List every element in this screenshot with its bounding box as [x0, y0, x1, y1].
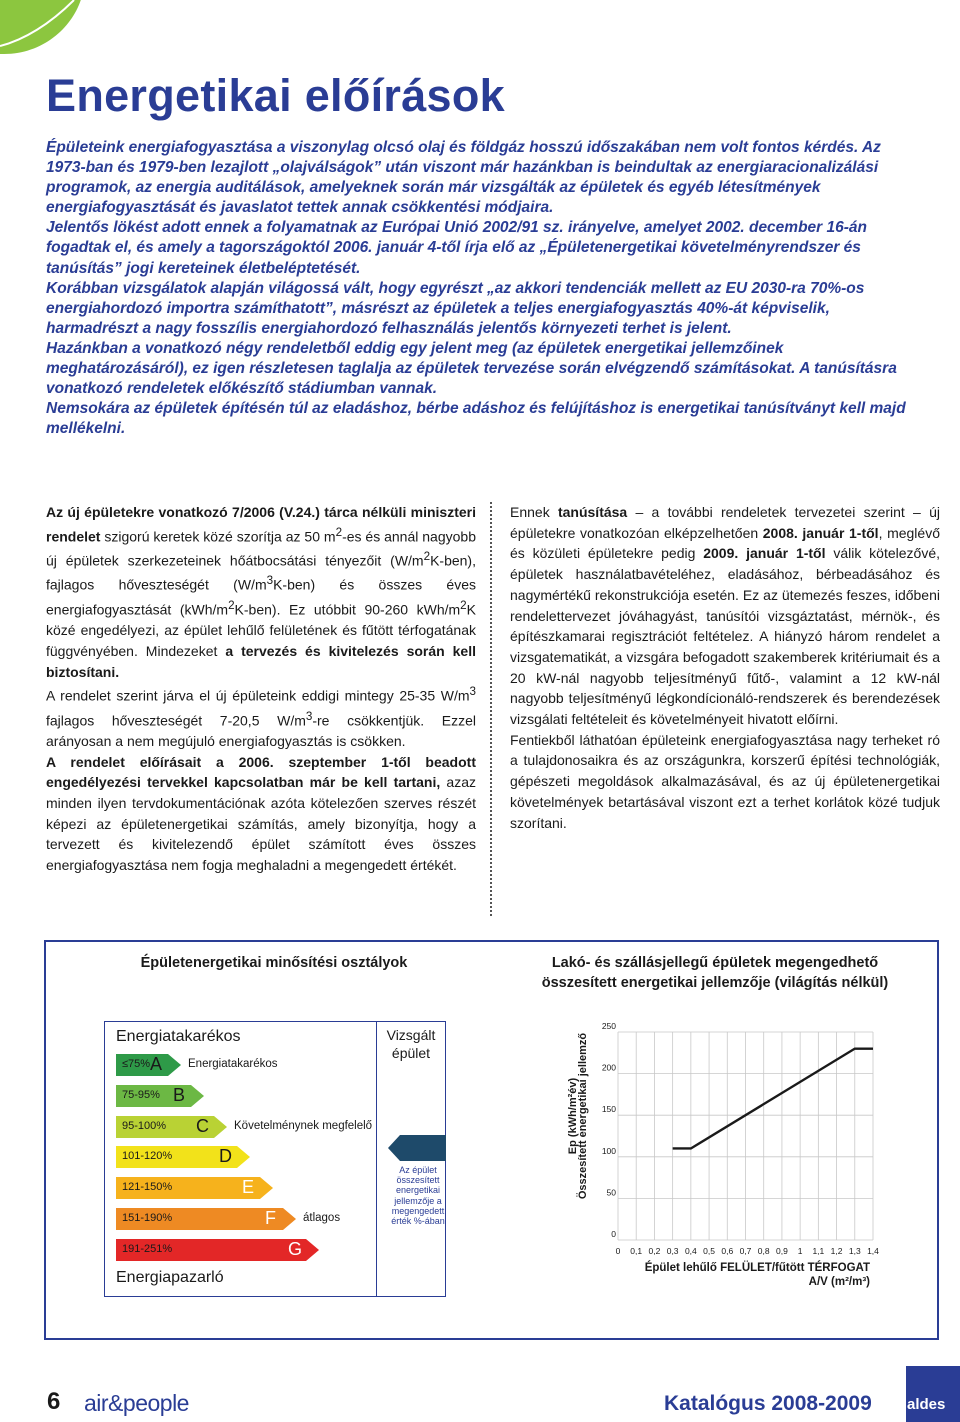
energy-class-letter: A — [150, 1054, 163, 1074]
energy-class-bar — [116, 1146, 251, 1168]
energy-saving-label: Energiatakarékos — [116, 1028, 241, 1045]
energy-class-range: 75-95% — [122, 1088, 160, 1101]
x-tick-label: 0,5 — [703, 1246, 715, 1256]
energy-class-letter: D — [219, 1146, 232, 1167]
superscript: 2 — [460, 598, 467, 612]
y-tick-label: 150 — [601, 1104, 616, 1115]
energy-class-range: 95-100% — [122, 1119, 167, 1132]
x-tick-label: 1,2 — [830, 1246, 843, 1256]
chart-title-line-1: Lakó- és szállásjellegű épületek megengedhető — [551, 955, 879, 971]
x-axis-title-line-2: A/V (m²/m³) — [808, 1276, 870, 1288]
y-tick-label: 0 — [611, 1229, 616, 1239]
right-paragraph-2: Fentiekből láthatóan épületeink energiafogyasztása nagy terheket ró a tulajdonosaikra és az országunkra, korszerű építési technológiák, gépészeti megoldások alkalmazásával, és az új épületenergetikai követelmények betartásával viszont ezt a terhet korlátok közé tudjuk szorítani. — [510, 731, 940, 831]
y-tick-label: 200 — [601, 1062, 616, 1073]
text-run: – a további rendeletek tervezetei szerint – új épületekre vonatkozóan elképzelhetően — [510, 504, 941, 541]
text-run: K-ben), fajlagos hőveszteségét (W/m — [46, 552, 476, 594]
energy-wasting-label: Energiapazarló — [116, 1269, 224, 1286]
energy-class-bar — [116, 1116, 228, 1138]
energy-class-letter: E — [242, 1177, 255, 1198]
measured-building-title: Vizsgált épület — [386, 1027, 436, 1061]
intro-paragraph: Hazánkban a vonatkozó négy rendeletből eddig egy jelent meg (az épületek energetikai jellemzőinek meghatározásáról), ez igen részletesen taglalja az épületek tervezése során elvégzendő számításokat. A tanúsításra vonatkozó rendeletek előkészítő stádiumban vannak. — [46, 339, 897, 398]
superscript: 2 — [423, 550, 431, 564]
energy-class-letter: F — [265, 1208, 276, 1228]
y-tick-label: 250 — [601, 1021, 616, 1031]
line-chart — [560, 1015, 890, 1263]
intro-paragraph: Épületeink energiafogyasztása a viszonylag olcsó olaj és földgáz hosszú időszakában nem volt fontos kérdés. Az 1973-ban és 1979-ben lezajlott „olajválságok” után viszont már hazánkban is beindultak az energiaracionalizálási programok, az energia auditálások, amelyeknek során már vizsgálták az épületek és egyéb létesítmények energiafogyasztását és javaslatot tettek annak csökkentési módjaira. — [46, 139, 881, 217]
x-tick-label: 0,1 — [630, 1246, 643, 1256]
energy-class-bar — [116, 1239, 320, 1261]
right-paragraph-1 — [510, 502, 940, 730]
energy-class-bar — [116, 1208, 297, 1230]
text-run: , meglévő és közületi épületekre pedig — [510, 524, 940, 562]
text-run-bold: 2008. január 1-től — [762, 524, 879, 541]
text-run: K-ben) és összes éves energiafogyasztását (kWh/m — [46, 577, 476, 618]
regulation-title: Az új épületekre vonatkozó 7/2006 (V.24.) tárca nélküli miniszteri rendelet — [46, 504, 476, 545]
text-run: K közé engedélyezi, az épület lehűlő felületének és fűtött térfogatának függvényében. Mindezeket — [46, 601, 476, 659]
energy-class-range: 121-150% — [122, 1181, 173, 1194]
energy-class-note: átlagos — [303, 1212, 341, 1224]
energy-class-bar — [116, 1177, 274, 1199]
energy-class-bar — [116, 1054, 182, 1076]
classes-title: Épületenergetikai minősítési osztályok — [140, 955, 408, 971]
chart-title — [520, 953, 910, 993]
superscript: 2 — [335, 525, 343, 539]
left-paragraph-2 — [46, 682, 476, 751]
text-run-bold: tanúsítása — [557, 504, 628, 520]
chart-title-line-2: összesített energetikai jellemzője (világítás nélkül) — [541, 975, 889, 991]
superscript: 3 — [266, 574, 274, 588]
superscript: 3 — [305, 709, 313, 723]
brand-name: air&people — [84, 1390, 189, 1416]
text-run: -re csökkentjük. Ezzel arányosan a nem megújuló energiafogyasztás is csökken. — [46, 712, 476, 749]
energy-class-range: ≤75% — [122, 1058, 151, 1070]
x-tick-label: 1,1 — [812, 1246, 825, 1256]
x-tick-label: 0,4 — [684, 1246, 697, 1256]
right-column — [510, 502, 940, 833]
x-tick-label: 0,9 — [776, 1246, 788, 1256]
energy-class-note: Energiatakarékos — [188, 1058, 278, 1070]
text-run: válik kötelezővé, épületek használatbavételéhez, eladásához, bérbeadásához és nagymértékű rekonstrukciója esetén. Ez az ütemezés feszes, időbeni rendelettervezet jóváhagyást, tanúsítói vizsgáztatást, mérnök-, és építészkamarai regisztrációt feltételez. A hiányzó három rendelet a vizsgatematikát, a vizsgára befogadott szakemberek kritériumait és a 20 kW-nál nagyobb teljesítményű fűtő-, valamint a 12 kW-nál nagyobb teljesítményű légkondícionáló-rendszerek és berendezések vizsgálati feltételeit és követelményeit hivatott előírni. — [510, 545, 940, 728]
x-tick-label: 0 — [615, 1246, 621, 1256]
x-tick-label: 0,6 — [721, 1246, 734, 1256]
x-tick-label: 0,7 — [739, 1246, 752, 1256]
aldes-logo — [906, 1366, 960, 1422]
y-axis-title-1: Összesített energetikai jellemző — [577, 1032, 590, 1200]
superscript: 3 — [469, 685, 476, 699]
text-run-bold: 2009. január 1-től — [703, 545, 826, 562]
measured-building-note: Az épület összesített energetikai jellemzője a megengedett érték %-ában — [391, 1165, 445, 1227]
energy-class-bar — [116, 1085, 205, 1107]
leaf-decoration — [0, 0, 84, 58]
text-run-bold: A rendelet előírásait a 2006. szeptember 1-től beadott engedélyezési tervekkel kapcsolatban már be kell tartani, — [46, 753, 476, 791]
intro-text — [46, 138, 916, 439]
text-run: Ennek — [510, 504, 558, 520]
x-axis-title-line-1: Épület lehűlő FELÜLET/fűtött TÉRFOGAT — [644, 1262, 870, 1274]
text-run: fajlagos hőveszteségét 7-20,5 W/m — [46, 712, 306, 729]
energy-class-range: 191-251% — [122, 1242, 173, 1255]
y-axis-title-2: Ep (kWh/m²év) — [567, 1077, 580, 1155]
left-paragraph-1 — [46, 502, 476, 682]
text-run: A rendelet szerint járva el új épületeink eddigi mintegy 25-35 W/m — [46, 687, 470, 704]
x-tick-label: 1,4 — [867, 1246, 879, 1256]
x-axis-title — [600, 1261, 870, 1289]
energy-class-letter: B — [173, 1084, 186, 1105]
aldes-logo-text: aldes — [907, 1396, 946, 1413]
catalog-title: Katalógus 2008-2009 — [664, 1392, 872, 1415]
left-column — [46, 502, 476, 876]
x-tick-label: 1 — [797, 1246, 803, 1256]
text-run: -es és annál nagyobb új épületek szerkezeteinek hőátbocsátási tényezőit (W/m — [46, 528, 476, 569]
text-run: azaz minden ilyen tervdokumentációnak azóta kötelezően szerves részét képezi az épületenergetikai számítás, amely bizonyítja, hogy a tervezett és kivitelezendő épület számított éves összes energiafogyasztása nem fogja meghaladni a megengedett értékét. — [46, 774, 476, 874]
text-run: szigorú keretek közé szorítja az 50 m — [100, 528, 336, 545]
energy-class-range: 101-120% — [122, 1150, 173, 1163]
intro-paragraph: Korábban vizsgálatok alapján világossá vált, hogy egyrészt „az akkori tendenciák mellett az EU 2030-ra 70%-os energiahordozó importra számíthatott”, másrészt az épületek a teljes energiafogyasztás 40%-át képviselik, harmadrészt a nagy fosszílis energiahordozó felhasználás jelentős környezeti terhet is jelent. — [46, 279, 865, 337]
energy-class-letter: G — [288, 1238, 303, 1259]
y-tick-label: 100 — [601, 1145, 616, 1156]
page-title: Energetikai előírások — [46, 70, 506, 121]
y-tick-label: 50 — [606, 1187, 616, 1198]
superscript: 2 — [228, 598, 235, 612]
energy-class-range: 151-190% — [122, 1212, 173, 1224]
series-line — [673, 1049, 873, 1149]
energy-class-letter: C — [196, 1115, 209, 1136]
x-tick-label: 1,3 — [848, 1246, 861, 1256]
intro-paragraph: Jelentős lökést adott ennek a folyamatnak az Európai Unió 2002/91 sz. irányelve, amelyet 2002. december 16-án fogadtak el, és amely a tagországoktól 2006. január 4-től írja elő az „Épületenergetikai követelményrendszer és tanúsítás” jogi kereteinek életbeléptetését. — [46, 219, 868, 277]
x-tick-label: 0,3 — [666, 1246, 679, 1256]
page-number: 6 — [47, 1388, 61, 1415]
x-tick-label: 0,2 — [648, 1246, 661, 1256]
column-divider — [490, 502, 492, 916]
intro-paragraph: Nemsokára az épületek építésén túl az eladáshoz, bérbe adáshoz és felújításhoz is energetikai tanúsítványt kell majd mellékelni. — [46, 400, 906, 438]
left-paragraph-3 — [46, 752, 476, 876]
text-run-bold: a tervezés és kivitelezés során kell biztosítani. — [46, 642, 476, 680]
text-run: K-ben). Ez utóbbit 90-260 kWh/m — [234, 601, 461, 618]
energy-class-note: Követelménynek megfelelő — [234, 1119, 373, 1132]
x-tick-label: 0,8 — [757, 1246, 770, 1256]
measured-arrow-icon — [388, 1135, 446, 1161]
